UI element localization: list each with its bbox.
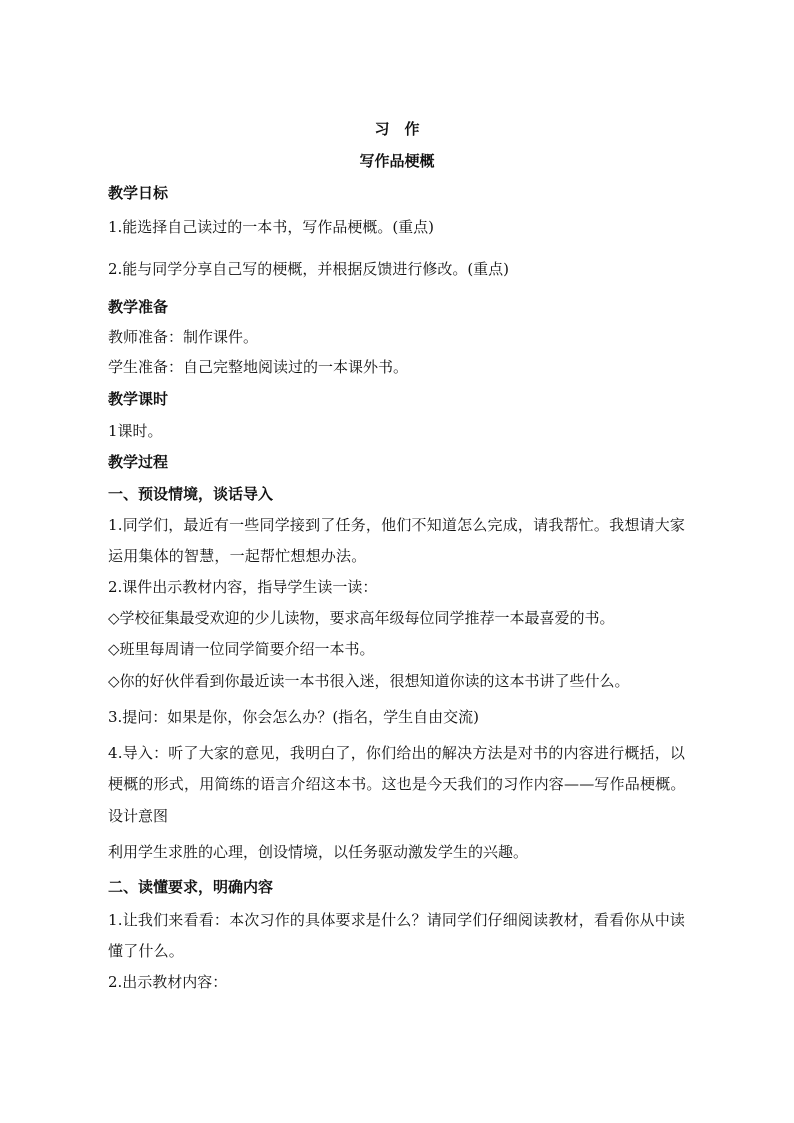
part-1-item-2: 2.课件出示教材内容，指导学生读一读：: [108, 578, 378, 596]
prep-heading: 教学准备: [108, 298, 169, 316]
goal-item-1: 1.能选择自己读过的一本书，写作品梗概。(重点): [108, 218, 435, 236]
part-2-item-1-line-1: 1.让我们来看看：本次习作的具体要求是什么？请同学们仔细阅读教材，看看你从中读: [108, 911, 686, 929]
student-prep: 学生准备：自己完整地阅读过的一本课外书。: [108, 358, 409, 376]
part-1-heading: 一、预设情境，谈话导入: [108, 485, 274, 503]
part-2-item-2: 2.出示教材内容：: [108, 973, 228, 991]
goal-item-2: 2.能与同学分享自己写的梗概，并根据反馈进行修改。(重点): [108, 260, 510, 278]
part-2-item-1-line-2: 懂了什么。: [108, 942, 185, 960]
page-subtitle: 写作品梗概: [359, 152, 435, 170]
bullet-item-3: ◇你的好伙伴看到你最近读一本书很入迷，很想知道你读的这本书讲了些什么。: [108, 672, 630, 690]
hours-heading: 教学课时: [108, 390, 169, 408]
design-text: 利用学生求胜的心理，创设情境，以任务驱动激发学生的兴趣。: [108, 843, 529, 861]
bullet-item-1: ◇学校征集最受欢迎的少儿读物，要求高年级每位同学推荐一本最喜爱的书。: [108, 609, 615, 627]
part-1-item-4-line-1: 4.导入：听了大家的意见，我明白了，你们给出的解决方法是对书的内容进行概括，以: [108, 744, 686, 762]
page-title: 习 作: [374, 120, 420, 138]
part-1-item-1-line-1: 1.同学们，最近有一些同学接到了任务，他们不知道怎么完成，请我帮忙。我想请大家: [108, 516, 686, 534]
part-2-heading: 二、读懂要求，明确内容: [108, 878, 274, 896]
part-1-item-3: 3.提问：如果是你，你会怎么办？(指名，学生自由交流): [108, 708, 480, 726]
part-1-item-1-line-2: 运用集体的智慧，一起帮忙想想办法。: [108, 547, 367, 565]
goals-heading: 教学日标: [108, 184, 169, 202]
hours-text: 1课时。: [108, 422, 163, 440]
teacher-prep: 教师准备：制作课件。: [108, 328, 259, 346]
part-1-item-4-line-2: 梗概的形式，用简练的语言介绍这本书。这也是今天我们的习作内容——写作品梗概。: [108, 775, 686, 793]
design-heading: 设计意图: [108, 807, 169, 825]
process-heading: 教学过程: [108, 453, 169, 471]
bullet-item-2: ◇班里每周请一位同学简要介绍一本书。: [108, 640, 375, 658]
